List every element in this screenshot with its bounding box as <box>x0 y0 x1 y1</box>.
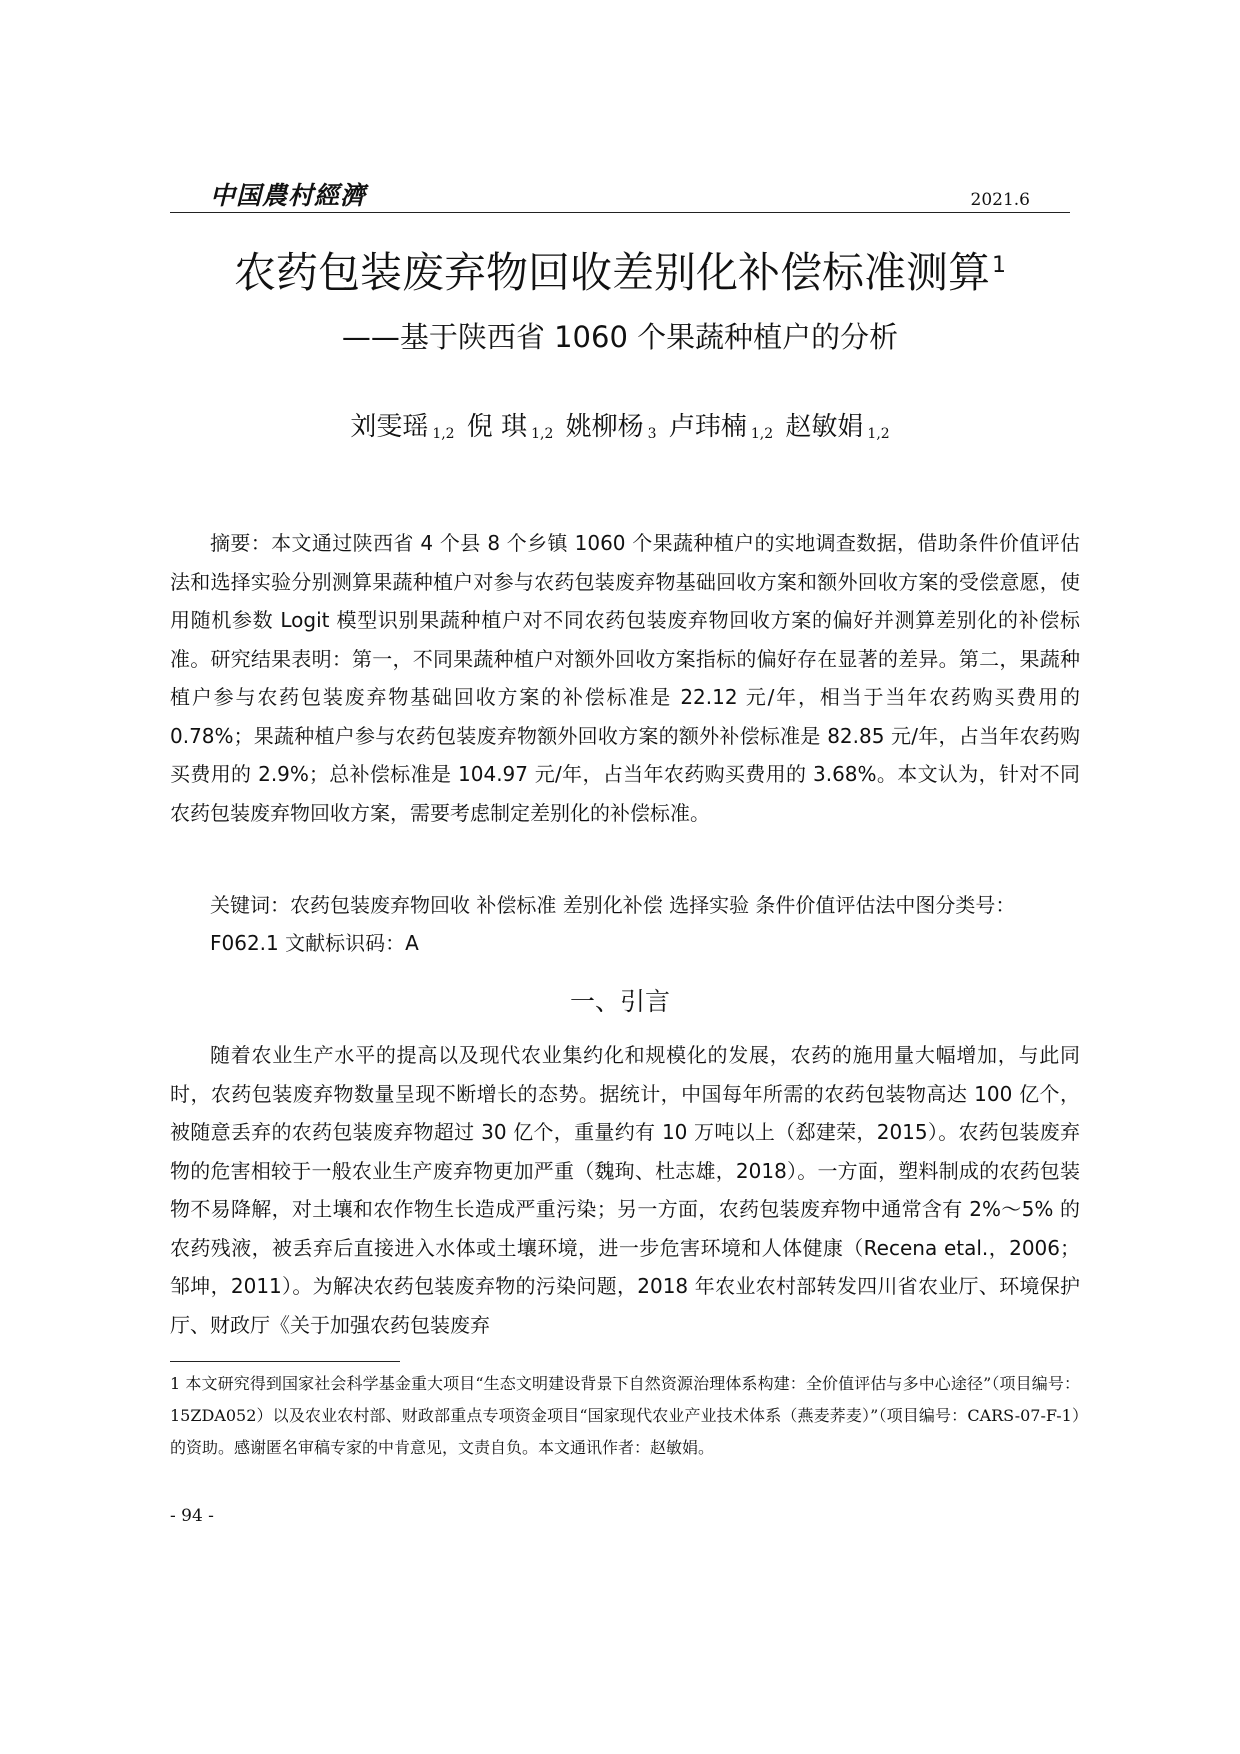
author <box>467 412 554 442</box>
author-list <box>0 406 1240 443</box>
author-affiliation: 1,2 <box>531 426 554 442</box>
author-affiliation: 1,2 <box>867 426 890 442</box>
footnote-rule <box>170 1361 400 1362</box>
author-affiliation: 1,2 <box>750 426 774 442</box>
classification-line: F062.1 文献标识码：A <box>210 931 419 955</box>
author-name: 刘雯瑶 <box>350 412 429 442</box>
header-rule <box>170 212 1070 213</box>
author-affiliation: 3 <box>647 426 657 442</box>
footnote <box>170 1368 1080 1464</box>
abstract-text: 摘要：本文通过陕西省 4 个县 8 个乡镇 1060 个果蔬种植户的实地调查数据，借助条件价值评估法和选择实验分别测算果蔬种植户对参与农药包装废弃物基础回收方案和额外回收方案的受偿意愿，使用随机参数 Logit 模型识别果蔬种植户对不同农药包装废弃物回收方案的偏好并测算差别化的补偿标准。研究结果表明：第一，不同果蔬种植户对额外回收方案指标的偏好存在显著的差异。第二，果蔬种植户参与农药包装废弃物基础回收方案的补偿标准是 22.12 元/年，相当于当年农药购买费用的 0.78%；果蔬种植户参与农药包装废弃物额外回收方案的额外补偿标准是 82.85 元/年，占当年农药购买费用的 2.9%；总补偿标准是 104.97 元/年，占当年农药购买费用的 3.68%。本文认为，针对不同农药包装废弃物回收方案，需要考虑制定差别化的补偿标准。 <box>170 531 1080 825</box>
author-name: 倪 琪 <box>466 412 528 442</box>
paper-subtitle: ——基于陕西省 1060 个果蔬种植户的分析 <box>341 320 899 354</box>
author <box>785 412 889 442</box>
author-name: 卢玮楠 <box>668 412 747 442</box>
body-paragraph: 随着农业生产水平的提高以及现代农业集约化和规模化的发展，农药的施用量大幅增加，与此同时，农药包装废弃物数量呈现不断增长的态势。据统计，中国每年所需的农药包装物高达 100 亿个，被随意丢弃的农药包装废弃物超过 30 亿个，重量约有 10 万吨以上（郄建荣，2015）。农药包装废弃物的危害相较于一般农业生产废弃物更加严重（魏珣、杜志雄，2018）。一方面，塑料制成的农药包装物不易降解，对土壤和农作物生长造成严重污染；另一方面，农药包装废弃物中通常含有 2%～5% 的农药残液，被丢弃后直接进入水体或土壤环境，进一步危害环境和人体健康（Recena etal.，2006；邹坤，2011）。为解决农药包装废弃物的污染问题，2018 年农业农村部转发四川省农业厅、环境保护厅、财政厅《关于加强农药包装废弃 <box>170 1043 1080 1337</box>
body-text <box>170 1036 1080 1344</box>
title-text: 农药包装废弃物回收差别化补偿标准测算 <box>233 248 990 297</box>
keywords-line: 关键词：农药包装废弃物回收 补偿标准 差别化补偿 选择实验 条件价值评估法中图分类号： <box>210 893 1016 917</box>
author-name: 姚柳杨 <box>565 412 644 442</box>
paper-title <box>0 236 1240 303</box>
author <box>669 412 773 442</box>
abstract <box>170 524 1080 832</box>
footnote-text: 1 本文研究得到国家社会科学基金重大项目“生态文明建设背景下自然资源治理体系构建：全价值评估与多中心途径”（项目编号：15ZDA052）以及农业农村部、财政部重点专项资金项目“国家现代农业产业技术体系（燕麦荞麦）”（项目编号：CARS-07-F-1）的资助。感谢匿名审稿专家的中肯意见，文责自负。本文通讯作者：赵敏娟。 <box>170 1374 1080 1457</box>
keywords-block <box>170 886 1080 962</box>
journal-logo: 中国農村經濟 <box>210 181 367 210</box>
section-heading: 一、引言 <box>569 987 670 1016</box>
title-footnote-mark: 1 <box>992 253 1006 278</box>
issue-date: 2021.6 <box>970 190 1030 210</box>
page-number: - 94 - <box>170 1506 214 1526</box>
author <box>566 412 657 442</box>
author <box>350 412 454 442</box>
author-affiliation: 1,2 <box>432 426 455 442</box>
author-name: 赵敏娟 <box>785 412 864 442</box>
